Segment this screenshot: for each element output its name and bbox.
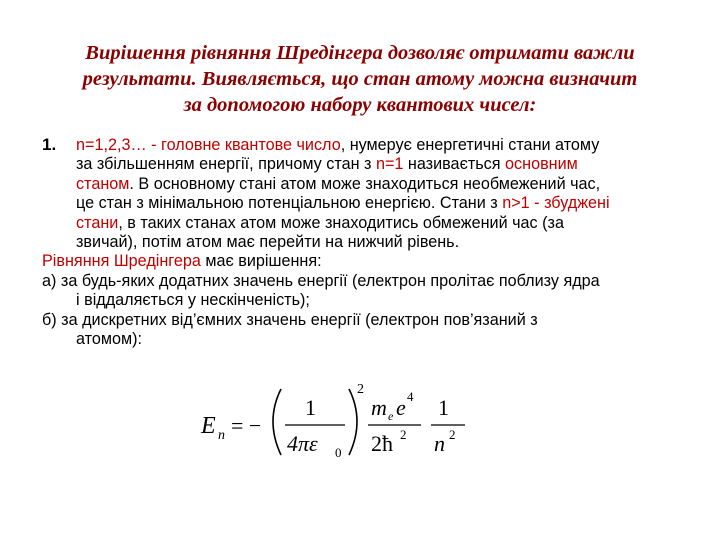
solution-b-line-2: атомом): [76, 330, 143, 349]
title-line-1: Вирішення рівняння Шредінгера дозволяє отримати важли [85, 42, 635, 64]
formula-num2-sub: e [388, 409, 394, 423]
formula-equals-minus: = − [231, 413, 262, 438]
item-text: . В основному стані атом може знаходиться необмежений час, [129, 174, 601, 193]
item-text: це стан з мінімальною потенціальною енергією. Стани з [76, 194, 503, 213]
title-line-2: результати. Виявляється, що стан атому можна визначит [82, 68, 638, 90]
item-line [76, 175, 692, 194]
formula-lhs-sub: n [218, 428, 225, 443]
formula-num3: 1 [438, 395, 449, 420]
principal-quantum-number-term: n=1,2,3… - головне квантове число [76, 136, 341, 154]
item-line [76, 194, 692, 213]
schrodinger-equation-term: Рівняння Шредінгера [42, 252, 201, 271]
formula-num1: 1 [305, 395, 316, 420]
solution-a-line-2: і віддаляється у нескінченість); [76, 291, 310, 310]
formula-den1-sub: 0 [335, 445, 342, 460]
item-text: , в таких станах атом може знаходитись обмежений час (за [118, 213, 564, 232]
item-line [76, 136, 692, 155]
solution-b-line-1: б) за дискретних від’ємних значень енергії (електрон пов’язаний з [42, 310, 538, 329]
energy-level-formula [195, 375, 475, 465]
item-text: за збільшенням енергії, причому стан з [76, 155, 376, 174]
solutions-intro [42, 252, 692, 271]
item-text: називається [403, 155, 506, 174]
formula-den1: 4πε [287, 431, 318, 456]
excited-states-term: стани [76, 213, 119, 232]
formula-lhs: E [201, 413, 216, 439]
formula-left-paren [273, 389, 281, 455]
title-line-3: за допомогою набору квантових чисел: [183, 94, 537, 116]
formula-den3-power: 2 [449, 427, 456, 442]
list-item-number: 1. [42, 135, 57, 154]
item-line [76, 214, 692, 233]
list-item-principal-quantum-number [42, 136, 692, 252]
ground-state-term: станом [76, 174, 130, 193]
formula-den2: 2ħ [371, 431, 393, 456]
formula-den3: n [434, 431, 445, 456]
item-text: , нумерує енергетичні стани атому [340, 136, 600, 154]
formula-num2-e: e [396, 395, 406, 420]
formula-right-paren [349, 389, 357, 455]
solution-a-line-1: а) за будь-яких додатних значень енергії (електрон пролітає поблизу ядра [42, 271, 600, 290]
item-line [76, 155, 692, 174]
slide-title [0, 40, 720, 118]
solutions-intro-text: має вирішення: [200, 252, 322, 271]
slide-body [42, 136, 692, 349]
formula-paren-power: 2 [357, 382, 364, 397]
n-equals-1-term: n=1 [375, 155, 404, 174]
ground-term: основним [505, 155, 578, 174]
formula-den2-power: 2 [400, 427, 407, 442]
formula-num2: m [371, 395, 387, 420]
item-line: звичай), потім атом має перейти на нижчий рівень. [76, 233, 460, 252]
formula-num2-power: 4 [407, 389, 414, 404]
excited-term: n>1 - збуджені [502, 194, 610, 213]
